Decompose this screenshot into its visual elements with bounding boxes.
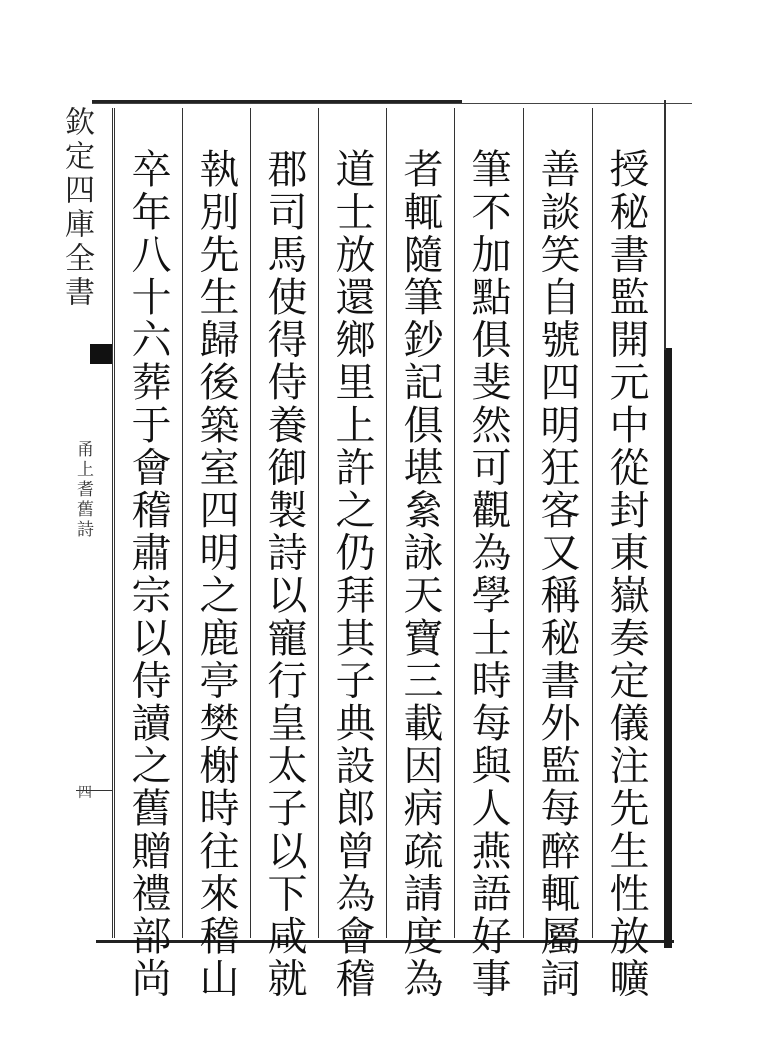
margin-rule [112,108,113,938]
text-column [523,108,589,1000]
slip-title: 甬上耆舊詩 [73,440,93,540]
column-text: 卒年八十六葬于會稽肅宗以侍讀之舊贈禮部尚 [125,148,171,1000]
fish-tail-mark [90,344,112,364]
column-text: 授秘書監開元中從封東嶽奏定儀注先生性放曠 [603,148,649,1000]
text-column [318,108,384,1000]
text-column [386,108,452,1000]
text-column [114,108,180,1000]
text-column [182,108,248,1000]
column-text: 筆不加點俱斐然可觀為學士時每與人燕語好事 [465,148,511,1000]
column-text: 善談笑自號四明狂客又稱秘書外監每醉輒屬詞 [534,148,580,1000]
column-text: 執別先生歸後築室四明之鹿亭樊榭時往來稽山 [193,148,239,1000]
text-column [250,108,316,1000]
text-column [454,108,520,1000]
folio-number: 四 [78,785,92,801]
text-column [592,108,658,1000]
frame-right-rule [664,348,672,948]
frame-right-rule-upper [664,100,666,350]
frame-bottom-rule [96,940,674,943]
frame-top-rule-thin [92,103,692,104]
column-text: 者輒隨筆鈔記俱堪絫詠天寶三載因病疏請度為 [397,148,443,1000]
column-text: 道士放還鄉里上許之仍拜其子典設郎曾為會稽 [329,148,375,1000]
column-text: 郡司馬使得侍養御製詩以寵行皇太子以下咸就 [261,148,307,1000]
page-edge-label: 欽定四庫全書 [59,106,94,310]
